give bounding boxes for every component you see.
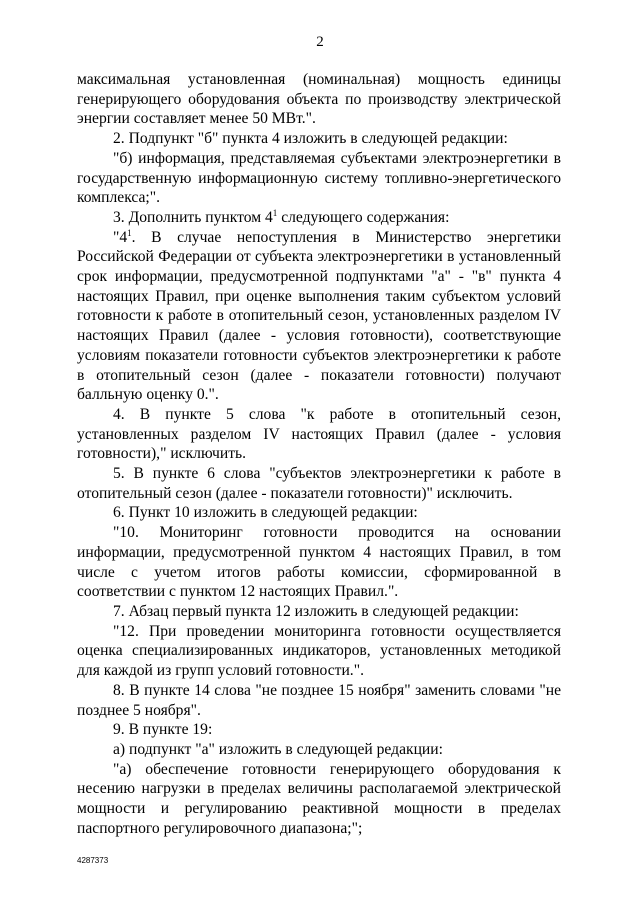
paragraph-item-7-text: "12. При проведении мониторинга готовности осуществляется оценка специализированных индикаторов, установленных методикой для каждой из групп условий готовности.". bbox=[77, 622, 561, 680]
paragraph-item-6-text: "10. Мониторинг готовности проводится на основании информации, предусмотренной пунктом 4 настоящих Правил, в том числе с учетом итогов работы комиссии, сформированной в соответствии с пунктом 12 настоящих Правил.". bbox=[77, 524, 561, 601]
paragraph-subitem-a: а) подпункт "а" изложить в следующей редакции: bbox=[113, 740, 443, 758]
paragraph-item-4-1-text: "$4^1$. В случае непоступления в Министерство энергетики Российской Федерации от субъекта электроэнергетики в установленный срок информации, предусмотренной подпунктами "а" - "в" пункта 4 настоящих Правил, при оценке выполнения таким субъектом условий готовности к работе в отопительный сезон, установленных разделом IV настоящих Правил (далее - условия готовности), соответствующие условиям показатели готовности субъектов электроэнергетики к работе в отопительный сезон (далее - показатели готовности) получают балльную оценку 0.". bbox=[77, 227, 561, 404]
paragraph-item-5: 5. В пункте 6 слова "субъектов электроэнергетики к работе в отопительный сезон (далее - показатели готовности)" исключить. bbox=[77, 465, 561, 502]
paragraph-item-7: 7. Абзац первый пункта 12 изложить в следующей редакции: bbox=[113, 602, 519, 620]
paragraph-continuation: максимальная установленная (номинальная) мощность единицы генерирующего оборудования объекта по производству электрической энергии составляет менее 50 МВт.". bbox=[77, 71, 561, 128]
paragraph-item-3: 3. Дополнить пунктом $4^1$ следующего содержания: bbox=[113, 207, 450, 226]
paragraph-item-8: 8. В пункте 14 слова "не позднее 15 ноября" заменить словами "не позднее 5 ноября". bbox=[77, 681, 561, 719]
paragraph-item-2-text: "б) информация, представляемая субъектами электроэнергетики в государственную информационную систему топливно-энергетического комплекса;". bbox=[77, 149, 561, 207]
document-body bbox=[77, 70, 561, 838]
paragraph-item-9: 9. В пункте 19: bbox=[113, 721, 213, 739]
page-number: 2 bbox=[316, 34, 324, 50]
document-code: 4287373 bbox=[77, 856, 109, 865]
paragraph-item-4: 4. В пункте 5 слова "к работе в отопительный сезон, установленных разделом IV настоящих Правил (далее - условия готовности)," исключить. bbox=[77, 405, 561, 463]
superscript: 1 bbox=[272, 207, 278, 218]
superscript: 1 bbox=[127, 227, 132, 238]
paragraph-item-6: 6. Пункт 10 изложить в следующей редакции: bbox=[113, 504, 418, 522]
paragraph-item-2: 2. Подпункт "б" пункта 4 изложить в следующей редакции: bbox=[113, 130, 508, 148]
paragraph-subitem-a-text: "а) обеспечение готовности генерирующего оборудования к несению нагрузки в пределах величины располагаемой электрической мощности и регулированию реактивной мощности в пределах паспортного регулировочного диапазона;"; bbox=[77, 760, 561, 837]
